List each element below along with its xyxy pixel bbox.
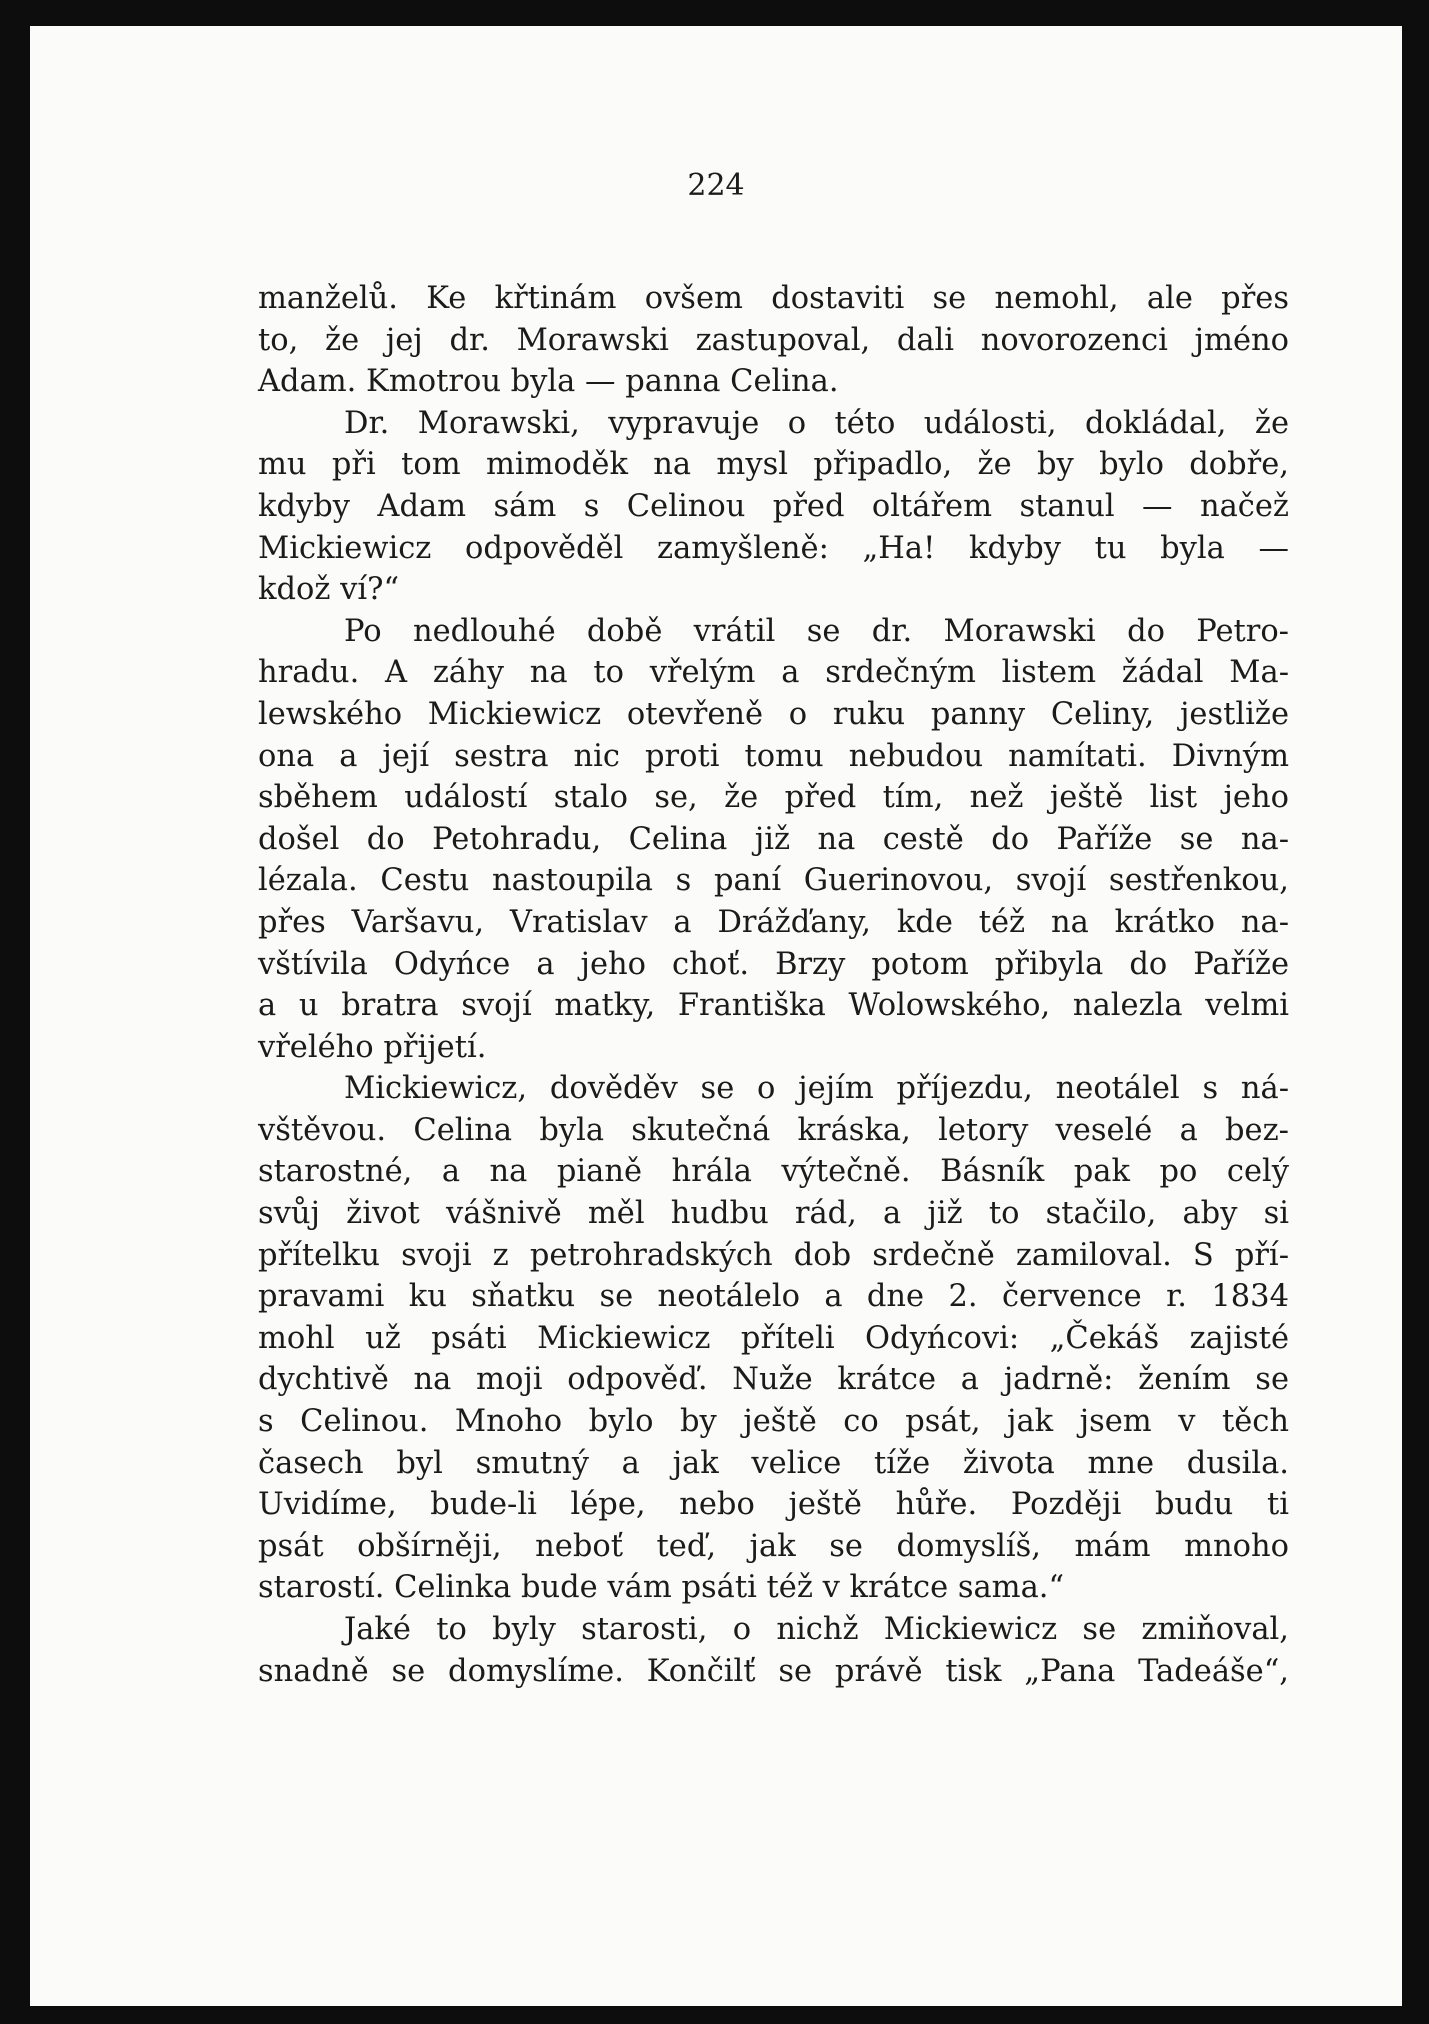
text-line: došel do Petohradu, Celina již na cestě do Paříže se na- xyxy=(258,821,1289,857)
text-line: vřelého přijetí. xyxy=(258,1029,487,1065)
text-line: přes Varšavu, Vratislav a Drážďany, kde též na krátko na- xyxy=(258,904,1289,940)
text-line: dychtivě na moji odpověď. Nuže krátce a jadrně: žením se xyxy=(258,1362,1289,1398)
text-line: kdyby Adam sám s Celinou před oltářem stanul — načež xyxy=(258,488,1289,524)
text-line: Mickiewicz odpověděl zamyšleně: „Ha! kdyby tu byla — xyxy=(258,530,1289,566)
text-line: lewského Mickiewicz otevřeně o ruku panny Celiny, jestliže xyxy=(258,696,1289,732)
text-line: Dr. Morawski, vypravuje o této události, dokládal, že xyxy=(344,405,1289,441)
text-line: kdož ví?“ xyxy=(258,572,400,608)
text-line: svůj život vášnivě měl hudbu rád, a již to stačilo, aby si xyxy=(258,1196,1289,1232)
book-page xyxy=(30,26,1402,2006)
page-number: 224 xyxy=(687,168,745,203)
text-line: sběhem událostí stalo se, že před tím, než ještě list jeho xyxy=(258,780,1289,816)
text-line: hradu. A záhy na to vřelým a srdečným listem žádal Ma- xyxy=(258,655,1289,691)
text-line: mohl už psáti Mickiewicz příteli Odyńcovi: „Čekáš zajisté xyxy=(258,1320,1289,1356)
text-line: mu při tom mimoděk na mysl připadlo, že by bylo dobře, xyxy=(258,447,1289,483)
text-line: starostné, a na pianě hrála výtečně. Básník pak po celý xyxy=(258,1154,1289,1190)
text-line: vštěvou. Celina byla skutečná kráska, letory veselé a bez- xyxy=(258,1112,1289,1148)
text-line: ona a její sestra nic proti tomu nebudou namítati. Divným xyxy=(258,738,1289,774)
text-line: manželů. Ke křtinám ovšem dostaviti se nemohl, ale přes xyxy=(258,281,1289,316)
text-line: časech byl smutný a jak velice tíže života mne dusila. xyxy=(258,1445,1289,1481)
text-line: Mickiewicz, dověděv se o jejím příjezdu, neotálel s ná- xyxy=(344,1071,1289,1107)
text-line: s Celinou. Mnoho bylo by ještě co psát, jak jsem v těch xyxy=(258,1404,1289,1440)
text-line: přítelku svoji z petrohradských dob srdečně zamiloval. S pří- xyxy=(258,1237,1289,1273)
text-line: starostí. Celinka bude vám psáti též v krátce sama.“ xyxy=(258,1570,1065,1606)
text-line: to, že jej dr. Morawski zastupoval, dali novorozenci jméno xyxy=(258,322,1289,358)
text-line: Po nedlouhé době vrátil se dr. Morawski do Petro- xyxy=(344,613,1289,649)
text-line: snadně se domyslíme. Končilť se právě tisk „Pana Tadeáše“, xyxy=(258,1653,1289,1689)
text-line: Jaké to byly starosti, o nichž Mickiewicz se zmiňoval, xyxy=(344,1612,1289,1647)
text-line: lézala. Cestu nastoupila s paní Guerinovou, svojí sestřenkou, xyxy=(258,863,1289,899)
text-line: pravami ku sňatku se neotálelo a dne 2. července r. 1834 xyxy=(258,1279,1289,1315)
body-text xyxy=(258,278,1289,1692)
text-line: Uvidíme, bude-li lépe, nebo ještě hůře. Později budu ti xyxy=(258,1487,1289,1523)
text-line: Adam. Kmotrou byla — panna Celina. xyxy=(258,364,839,400)
text-line: psát obšírněji, neboť teď, jak se domyslíš, mám mnoho xyxy=(258,1528,1289,1564)
text-line: vštívila Odyńce a jeho choť. Brzy potom přibyla do Paříže xyxy=(258,946,1289,982)
text-line: a u bratra svojí matky, Františka Wolowského, nalezla velmi xyxy=(258,988,1289,1024)
